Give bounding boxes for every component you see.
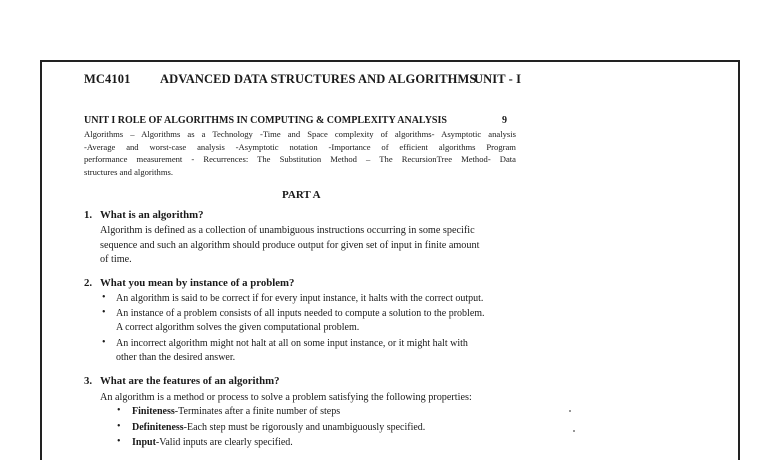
scan-speck [573,430,575,432]
question-number: 1. [84,209,93,221]
bullet-icon: • [102,337,106,348]
part-title: PART A [282,189,321,201]
syllabus-line: Algorithms – Algorithms as a Technology -Time and Space complexity of algorithms- Asymptotic analysis [84,129,516,139]
syllabus-line: -Average and worst-case analysis -Asymptotic notation -Importance of efficient algorithms Program [84,141,516,152]
bullet-line: A correct algorithm solves the given computational problem. [116,322,360,333]
syllabus-line: performance measurement - Recurrences: The Substitution Method – The RecursionTree Method- Data [84,154,516,165]
question-title: What are the features of an algorithm? [100,375,280,387]
course-title: ADVANCED DATA STRUCTURES AND ALGORITHMS [160,72,477,86]
unit-title: UNIT I ROLE OF ALGORITHMS IN COMPUTING & COMPLEXITY ANALYSIS [84,115,447,126]
question-title: What is an algorithm? [100,209,204,221]
property-term: Finiteness [132,406,175,417]
property-line [132,405,340,420]
bullet-line: An incorrect algorithm might not halt at all on some input instance, or it might halt with [116,338,468,349]
bullet-icon: • [117,421,121,432]
property-line [132,436,293,451]
syllabus-text [84,128,516,178]
scan-speck [569,410,571,412]
property-term: Input [132,437,156,448]
bullet-line: An algorithm is said to be correct if for every input instance, it halts with the correct output. [116,293,484,304]
bullet-icon: • [102,307,106,318]
unit-label: UNIT - I [474,72,522,86]
question-number: 2. [84,277,93,289]
question-number: 3. [84,375,93,387]
property-term: Definiteness [132,422,184,433]
bullet-line: An instance of a problem consists of all inputs needed to compute a solution to the problem. [116,308,485,319]
bullet-icon: • [117,405,121,416]
answer-line: Algorithm is defined as a collection of unambiguous instructions occurring in some specific [100,225,475,236]
property-text: -Valid inputs are clearly specified. [155,437,293,448]
answer-line: An algorithm is a method or process to solve a problem satisfying the following properties: [100,392,472,403]
answer-line: sequence and such an algorithm should produce output for given set of input in finite amount [100,240,480,251]
answer-line: of time. [100,254,132,265]
property-line [132,421,425,436]
bullet-icon: • [117,436,121,447]
course-code: MC4101 [84,72,131,86]
unit-hours: 9 [502,115,507,126]
question-title: What you mean by instance of a problem? [100,277,295,289]
property-text: -Each step must be rigorously and unambiguously specified. [183,422,426,433]
syllabus-line: structures and algorithms. [84,166,174,177]
bullet-line: other than the desired answer. [116,352,236,363]
bullet-icon: • [102,292,106,303]
property-text: -Terminates after a finite number of steps [174,406,341,417]
